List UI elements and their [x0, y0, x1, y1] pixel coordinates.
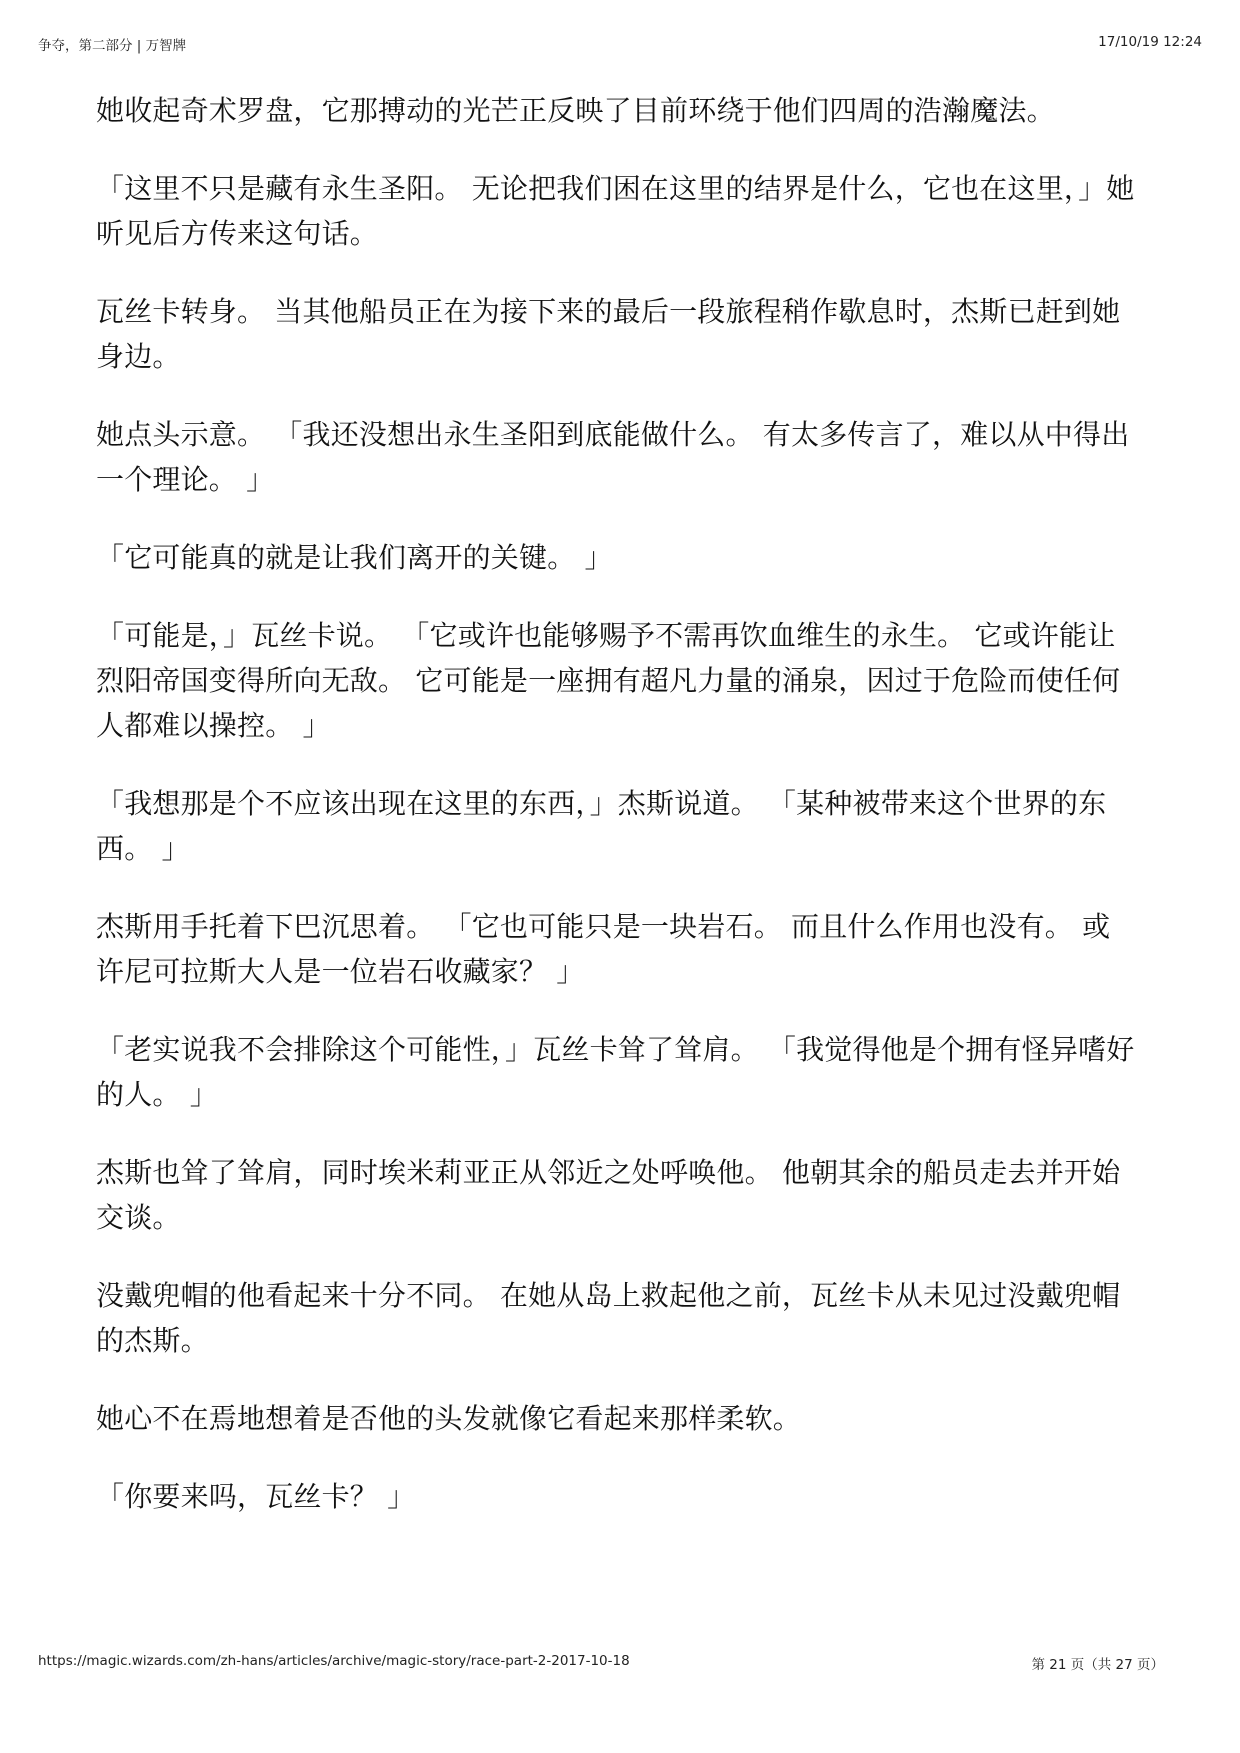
article-paragraph: 她收起奇术罗盘，它那搏动的光芒正反映了目前环绕于他们四周的浩瀚魔法。 — [96, 94, 1055, 127]
article-paragraph: 「我想那是个不应该出现在这里的东西，」杰斯说道。 「某种被带来这个世界的东西。 」 — [96, 787, 1107, 865]
page-header — [38, 34, 1202, 54]
article-paragraph: 瓦丝卡转身。 当其他船员正在为接下来的最后一段旅程稍作歇息时，杰斯已赶到她身边。 — [96, 295, 1121, 373]
article-paragraph: 「老实说我不会排除这个可能性，」瓦丝卡耸了耸肩。 「我觉得他是个拥有怪异嗜好的人。 」 — [96, 1033, 1135, 1111]
article-paragraph: 「它可能真的就是让我们离开的关键。 」 — [96, 541, 613, 574]
article-paragraph: 杰斯也耸了耸肩，同时埃米莉亚正从邻近之处呼唤他。 他朝其余的船员走去并开始交谈。 — [96, 1156, 1121, 1234]
article-paragraph: 没戴兜帽的他看起来十分不同。 在她从岛上救起他之前，瓦丝卡从未见过没戴兜帽的杰斯。 — [96, 1279, 1121, 1357]
source-url[interactable]: https://magic.wizards.com/zh-hans/articles/archive/magic-story/race-part-2-2017-10-18 — [38, 1653, 630, 1669]
article-paragraph: 她心不在焉地想着是否他的头发就像它看起来那样柔软。 — [96, 1402, 802, 1435]
article-paragraph: 「这里不只是藏有永生圣阳。 无论把我们困在这里的结界是什么，它也在这里，」她听见后方传来这句话。 — [96, 172, 1135, 250]
article-paragraph: 杰斯用手托着下巴沉思着。 「它也可能只是一块岩石。 而且什么作用也没有。 或许尼可拉斯大人是一位岩石收藏家？ 」 — [96, 910, 1111, 988]
article-paragraph: 「可能是，」瓦丝卡说。 「它或许也能够赐予不需再饮血维生的永生。 它或许能让烈阳帝国变得所向无敌。 它可能是一座拥有超凡力量的涌泉，因过于危险而使任何人都难以操控。 」 — [96, 619, 1121, 742]
article-paragraph: 她点头示意。 「我还没想出永生圣阳到底能做什么。 有太多传言了，难以从中得出一个理论。 」 — [96, 418, 1130, 496]
article-paragraph: 「你要来吗，瓦丝卡？ 」 — [96, 1480, 416, 1513]
article-body — [96, 88, 1136, 1552]
page-title: 争夺，第二部分 | 万智牌 — [38, 38, 187, 54]
print-timestamp: 17/10/19 12:24 — [1098, 34, 1202, 50]
page-footer — [38, 1653, 1202, 1673]
page-number: 第 21 页（共 27 页） — [1031, 1657, 1164, 1673]
